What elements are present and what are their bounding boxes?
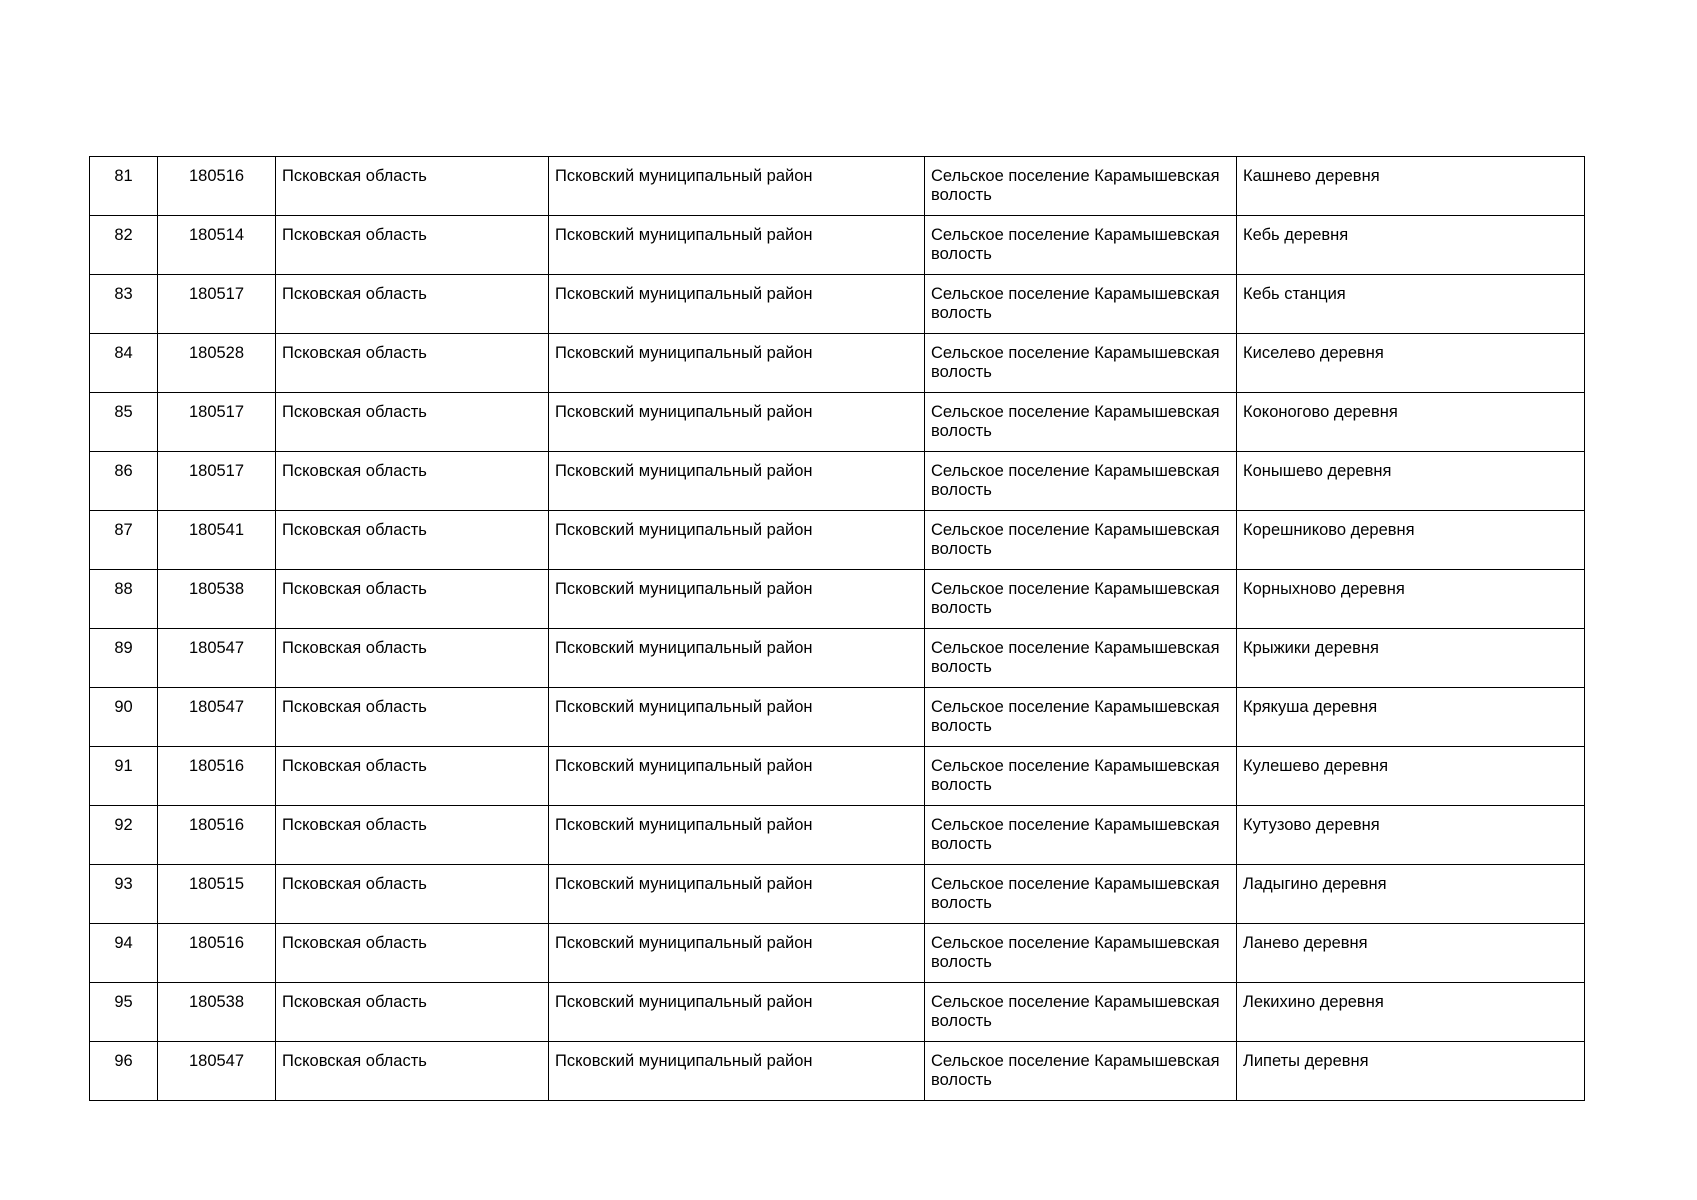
district-cell: Псковский муниципальный район — [549, 452, 925, 511]
table-row — [90, 1042, 1585, 1101]
settlement-cell: Сельское поселение Карамышевская волость — [925, 452, 1237, 511]
settlement-cell: Сельское поселение Карамышевская волость — [925, 688, 1237, 747]
address-table — [89, 156, 1585, 1101]
locality-cell: Корешниково деревня — [1237, 511, 1585, 570]
locality-cell: Крыжики деревня — [1237, 629, 1585, 688]
row-number-cell: 87 — [90, 511, 158, 570]
locality-cell: Киселево деревня — [1237, 334, 1585, 393]
district-cell: Псковский муниципальный район — [549, 216, 925, 275]
row-number-cell: 90 — [90, 688, 158, 747]
postal-code-cell: 180547 — [158, 688, 276, 747]
locality-cell: Ланево деревня — [1237, 924, 1585, 983]
district-cell: Псковский муниципальный район — [549, 570, 925, 629]
district-cell: Псковский муниципальный район — [549, 275, 925, 334]
region-cell: Псковская область — [276, 806, 549, 865]
district-cell: Псковский муниципальный район — [549, 511, 925, 570]
district-cell: Псковский муниципальный район — [549, 747, 925, 806]
row-number-cell: 85 — [90, 393, 158, 452]
postal-code-cell: 180528 — [158, 334, 276, 393]
row-number-cell: 82 — [90, 216, 158, 275]
district-cell: Псковский муниципальный район — [549, 334, 925, 393]
district-cell: Псковский муниципальный район — [549, 806, 925, 865]
district-cell: Псковский муниципальный район — [549, 924, 925, 983]
region-cell: Псковская область — [276, 452, 549, 511]
region-cell: Псковская область — [276, 393, 549, 452]
row-number-cell: 92 — [90, 806, 158, 865]
table-row — [90, 452, 1585, 511]
region-cell: Псковская область — [276, 688, 549, 747]
postal-code-cell: 180516 — [158, 806, 276, 865]
table-row — [90, 216, 1585, 275]
region-cell: Псковская область — [276, 629, 549, 688]
table-body — [90, 157, 1585, 1101]
locality-cell: Крякуша деревня — [1237, 688, 1585, 747]
table-row — [90, 865, 1585, 924]
region-cell: Псковская область — [276, 865, 549, 924]
locality-cell: Липеты деревня — [1237, 1042, 1585, 1101]
table-row — [90, 983, 1585, 1042]
locality-cell: Кутузово деревня — [1237, 806, 1585, 865]
region-cell: Псковская область — [276, 157, 549, 216]
postal-code-cell: 180514 — [158, 216, 276, 275]
settlement-cell: Сельское поселение Карамышевская волость — [925, 806, 1237, 865]
locality-cell: Кебь станция — [1237, 275, 1585, 334]
settlement-cell: Сельское поселение Карамышевская волость — [925, 983, 1237, 1042]
postal-code-cell: 180517 — [158, 393, 276, 452]
row-number-cell: 91 — [90, 747, 158, 806]
postal-code-cell: 180515 — [158, 865, 276, 924]
row-number-cell: 86 — [90, 452, 158, 511]
table-row — [90, 747, 1585, 806]
postal-code-cell: 180516 — [158, 924, 276, 983]
row-number-cell: 96 — [90, 1042, 158, 1101]
postal-code-cell: 180517 — [158, 275, 276, 334]
table-row — [90, 393, 1585, 452]
postal-code-cell: 180547 — [158, 1042, 276, 1101]
row-number-cell: 89 — [90, 629, 158, 688]
locality-cell: Кебь деревня — [1237, 216, 1585, 275]
table-row — [90, 511, 1585, 570]
postal-code-cell: 180516 — [158, 157, 276, 216]
locality-cell: Конышево деревня — [1237, 452, 1585, 511]
district-cell: Псковский муниципальный район — [549, 157, 925, 216]
postal-code-cell: 180538 — [158, 570, 276, 629]
region-cell: Псковская область — [276, 216, 549, 275]
region-cell: Псковская область — [276, 924, 549, 983]
table-row — [90, 924, 1585, 983]
settlement-cell: Сельское поселение Карамышевская волость — [925, 157, 1237, 216]
row-number-cell: 81 — [90, 157, 158, 216]
settlement-cell: Сельское поселение Карамышевская волость — [925, 629, 1237, 688]
row-number-cell: 88 — [90, 570, 158, 629]
locality-cell: Лекихино деревня — [1237, 983, 1585, 1042]
table-row — [90, 806, 1585, 865]
settlement-cell: Сельское поселение Карамышевская волость — [925, 747, 1237, 806]
row-number-cell: 84 — [90, 334, 158, 393]
postal-code-cell: 180538 — [158, 983, 276, 1042]
region-cell: Псковская область — [276, 334, 549, 393]
postal-code-cell: 180516 — [158, 747, 276, 806]
district-cell: Псковский муниципальный район — [549, 688, 925, 747]
settlement-cell: Сельское поселение Карамышевская волость — [925, 924, 1237, 983]
region-cell: Псковская область — [276, 983, 549, 1042]
row-number-cell: 93 — [90, 865, 158, 924]
row-number-cell: 83 — [90, 275, 158, 334]
row-number-cell: 94 — [90, 924, 158, 983]
district-cell: Псковский муниципальный район — [549, 983, 925, 1042]
settlement-cell: Сельское поселение Карамышевская волость — [925, 570, 1237, 629]
region-cell: Псковская область — [276, 511, 549, 570]
district-cell: Псковский муниципальный район — [549, 629, 925, 688]
table-row — [90, 275, 1585, 334]
locality-cell: Кулешево деревня — [1237, 747, 1585, 806]
district-cell: Псковский муниципальный район — [549, 865, 925, 924]
settlement-cell: Сельское поселение Карамышевская волость — [925, 511, 1237, 570]
settlement-cell: Сельское поселение Карамышевская волость — [925, 393, 1237, 452]
region-cell: Псковская область — [276, 275, 549, 334]
table-row — [90, 334, 1585, 393]
postal-code-cell: 180517 — [158, 452, 276, 511]
locality-cell: Корныхново деревня — [1237, 570, 1585, 629]
locality-cell: Ладыгино деревня — [1237, 865, 1585, 924]
settlement-cell: Сельское поселение Карамышевская волость — [925, 865, 1237, 924]
settlement-cell: Сельское поселение Карамышевская волость — [925, 216, 1237, 275]
locality-cell: Кашнево деревня — [1237, 157, 1585, 216]
district-cell: Псковский муниципальный район — [549, 393, 925, 452]
settlement-cell: Сельское поселение Карамышевская волость — [925, 334, 1237, 393]
table-row — [90, 629, 1585, 688]
postal-code-cell: 180541 — [158, 511, 276, 570]
region-cell: Псковская область — [276, 1042, 549, 1101]
district-cell: Псковский муниципальный район — [549, 1042, 925, 1101]
region-cell: Псковская область — [276, 747, 549, 806]
postal-code-cell: 180547 — [158, 629, 276, 688]
settlement-cell: Сельское поселение Карамышевская волость — [925, 1042, 1237, 1101]
locality-cell: Коконогово деревня — [1237, 393, 1585, 452]
table-row — [90, 570, 1585, 629]
region-cell: Псковская область — [276, 570, 549, 629]
row-number-cell: 95 — [90, 983, 158, 1042]
settlement-cell: Сельское поселение Карамышевская волость — [925, 275, 1237, 334]
table-row — [90, 688, 1585, 747]
table-row — [90, 157, 1585, 216]
